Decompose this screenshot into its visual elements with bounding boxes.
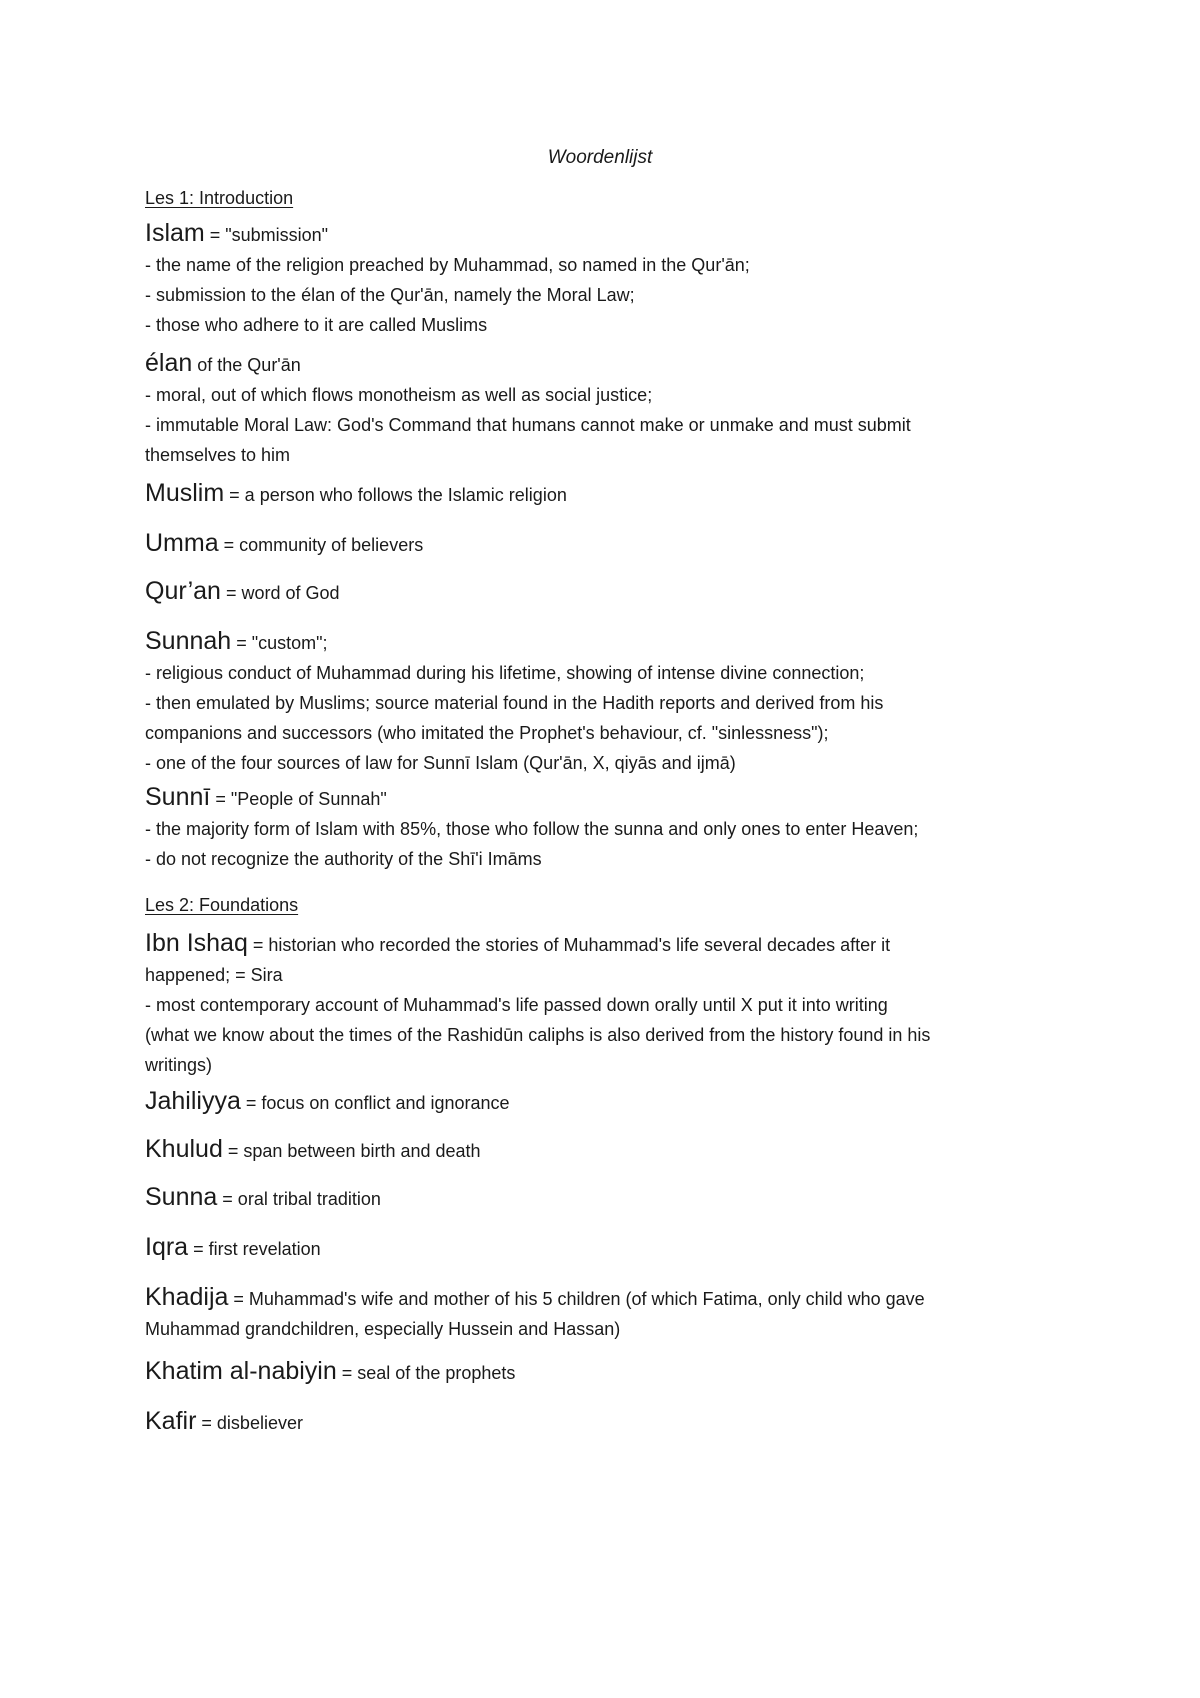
glossary-term: Khadija [145, 1283, 229, 1311]
term-definition: = "People of Sunnah" [210, 789, 387, 809]
entry-headline [145, 782, 1065, 814]
entry-headline [145, 1282, 1065, 1314]
entry-headline [145, 1086, 1065, 1118]
entry-headline [145, 1232, 1065, 1264]
definition-line: - the name of the religion preached by Muhammad, so named in the Qur'ān; [145, 255, 750, 275]
term-definition: = Muhammad's wife and mother of his 5 children (of which Fatima, only child who gave [228, 1289, 925, 1309]
glossary-term: Sunnah [145, 627, 232, 655]
definition-line: themselves to him [145, 445, 291, 465]
definition-line: happened; = Sira [145, 965, 283, 985]
term-definition: = oral tribal tradition [217, 1189, 381, 1209]
term-definition: = span between birth and death [222, 1141, 481, 1161]
definition-line: - religious conduct of Muhammad during his lifetime, showing of intense divine connection; [145, 663, 865, 683]
glossary-entry [145, 218, 1065, 340]
term-definition: = word of God [220, 583, 340, 603]
term-definition: = community of believers [218, 535, 424, 555]
entry-headline [145, 348, 1065, 380]
glossary-entry [145, 1134, 1065, 1166]
term-definition: of the Qur'ān [192, 355, 301, 375]
definition-line: - immutable Moral Law: God's Command that humans cannot make or unmake and must submit [145, 415, 911, 435]
entry-headline [145, 576, 1065, 608]
term-definition: = disbeliever [196, 1413, 303, 1433]
entry-headline [145, 1406, 1065, 1438]
glossary-entry [145, 348, 1065, 470]
glossary-entry [145, 1182, 1065, 1214]
glossary-term: Muslim [145, 479, 225, 507]
glossary-entry [145, 928, 1065, 1080]
definition-line: - submission to the élan of the Qur'ān, namely the Moral Law; [145, 285, 635, 305]
glossary-term: Sunna [145, 1183, 218, 1211]
glossary-entry [145, 1232, 1065, 1264]
glossary-term: Iqra [145, 1233, 189, 1261]
term-definition: = "submission" [204, 225, 329, 245]
definition-line: - most contemporary account of Muhammad's life passed down orally until X put it into writing [145, 995, 888, 1015]
glossary-entry [145, 1086, 1065, 1118]
entry-headline [145, 478, 1065, 510]
glossary-term: Islam [145, 219, 205, 247]
entry-headline [145, 528, 1065, 560]
entry-headline [145, 1134, 1065, 1166]
section-heading: Les 2: Foundations [145, 895, 299, 915]
glossary-term: Umma [145, 529, 219, 557]
glossary-entry [145, 478, 1065, 510]
glossary-entry [145, 528, 1065, 560]
term-definition: = focus on conflict and ignorance [240, 1093, 510, 1113]
glossary-entry [145, 1406, 1065, 1438]
glossary-term: Khatim al-nabiyin [145, 1357, 337, 1385]
definition-line: - then emulated by Muslims; source material found in the Hadith reports and derived from his [145, 693, 884, 713]
definition-line: - do not recognize the authority of the Shī'i Imāms [145, 849, 542, 869]
term-definition: = first revelation [188, 1239, 321, 1259]
entry-headline [145, 626, 1065, 658]
glossary-entry [145, 1356, 1065, 1388]
glossary-term: Khulud [145, 1135, 223, 1163]
entry-headline [145, 928, 1065, 960]
term-definition: = seal of the prophets [336, 1363, 516, 1383]
term-definition: = "custom"; [231, 633, 328, 653]
glossary-entry [145, 782, 1065, 874]
definition-line: Muhammad grandchildren, especially Hussein and Hassan) [145, 1319, 621, 1339]
definition-line: (what we know about the times of the Rashidūn caliphs is also derived from the history found in his [145, 1025, 931, 1045]
glossary-term: Qur’an [145, 577, 221, 605]
term-definition: = a person who follows the Islamic religion [224, 485, 567, 505]
glossary-term: Ibn Ishaq [145, 929, 248, 957]
glossary-term: Sunnī [145, 783, 211, 811]
document-title: Woordenlijst [547, 147, 653, 168]
glossary-term: Jahiliyya [145, 1087, 241, 1115]
term-definition: = historian who recorded the stories of Muhammad's life several decades after it [247, 935, 891, 955]
section-heading: Les 1: Introduction [145, 188, 294, 208]
definition-line: - moral, out of which flows monotheism as well as social justice; [145, 385, 653, 405]
entry-headline [145, 1182, 1065, 1214]
glossary-entry [145, 1282, 1065, 1344]
definition-line: companions and successors (who imitated the Prophet's behaviour, cf. "sinlessness"); [145, 723, 829, 743]
glossary-term: élan [145, 349, 193, 377]
definition-line: - those who adhere to it are called Muslims [145, 315, 488, 335]
definition-line: - the majority form of Islam with 85%, those who follow the sunna and only ones to enter Heaven; [145, 819, 919, 839]
entry-headline [145, 218, 1065, 250]
glossary-term: Kafir [145, 1407, 197, 1435]
glossary-entry [145, 576, 1065, 608]
glossary-entry [145, 626, 1065, 778]
entry-headline [145, 1356, 1065, 1388]
definition-line: writings) [145, 1055, 213, 1075]
definition-line: - one of the four sources of law for Sunnī Islam (Qur'ān, X, qiyās and ijmā) [145, 753, 736, 773]
